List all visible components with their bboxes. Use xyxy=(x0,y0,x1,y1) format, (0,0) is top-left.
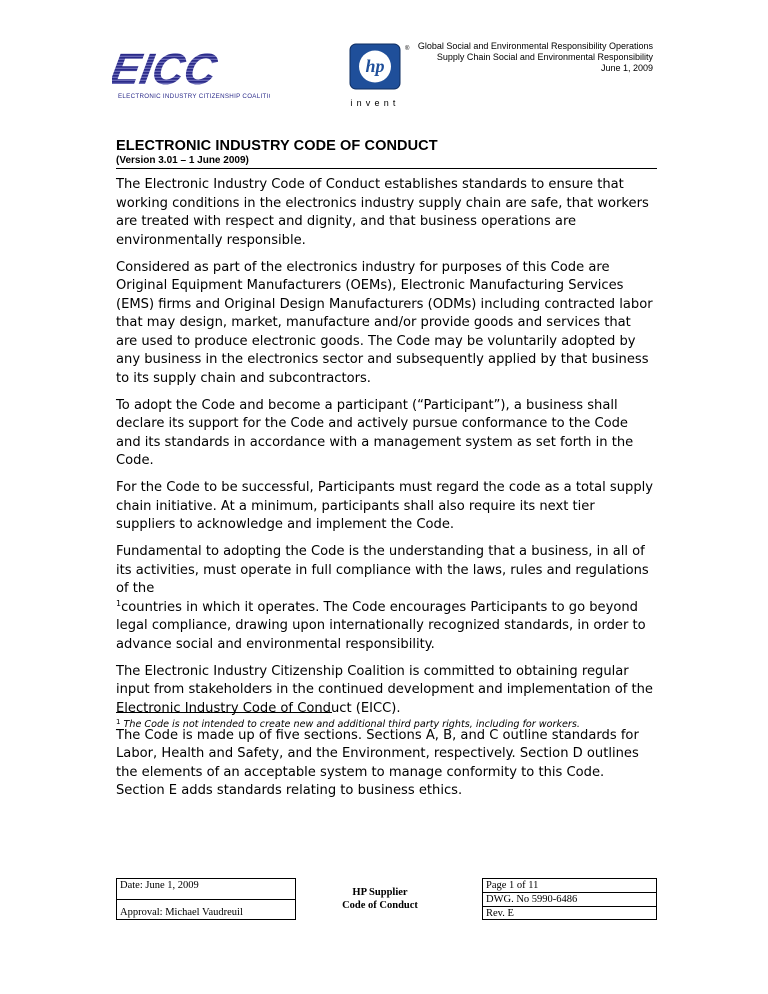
hp-logo-text: hp xyxy=(365,56,385,76)
hp-registered-mark: ® xyxy=(405,46,410,52)
paragraph-3: To adopt the Code and become a participant (“Participant”), a business shall declare its support for the Code and actively pursue conformance to the Code and its standards in accordance with a management system as set forth in the Code. xyxy=(116,397,634,468)
footnote-text: The Code is not intended to create new and additional third party rights, including for workers. xyxy=(120,719,580,730)
hp-logo xyxy=(346,40,422,112)
paragraph-6: The Electronic Industry Citizenship Coalition is committed to obtaining regular input from stakeholders in the continued development and implementation of the Electronic Industry Code of Conduct (EICC). xyxy=(116,663,653,716)
paragraph-7: The Code is made up of five sections. Sections A, B, and C outline standards for Labor, Health and Safety, and the Environment, respectively. Section D outlines the elements of an acceptable system to manage conformity to this Code. Section E adds standards relating to business ethics. xyxy=(116,727,639,798)
footer-center xyxy=(310,886,450,912)
header-dept: Supply Chain Social and Environmental Responsibility xyxy=(436,52,653,62)
footer-dwg: DWG. No 5990-6486 xyxy=(483,892,656,905)
footer-left-box xyxy=(116,878,296,920)
paragraph-4: For the Code to be successful, Participants must regard the code as a total supply chain initiative. At a minimum, participants shall also require its next tier suppliers to acknowledge and implement the Code. xyxy=(116,480,654,532)
paragraph-1: The Electronic Industry Code of Conduct establishes standards to ensure that working conditions in the electronics industry supply chain are safe, that workers are treated with respect and dignity, and that business operations are environmentally responsible. xyxy=(116,177,649,248)
footnote-marker: 1 xyxy=(116,718,121,726)
paragraph-5 xyxy=(116,543,656,654)
document-body xyxy=(116,176,656,809)
eicc-logo-text: EICC xyxy=(112,45,221,94)
footnote-reference[interactable]: 1 xyxy=(116,598,122,608)
footer-rev: Rev. E xyxy=(483,906,656,919)
paragraph-5-part-2: countries in which it operates. The Code encourages Participants to go beyond legal compliance, drawing upon internationally recognized standards, in order to advance social and environmental responsibility. xyxy=(116,599,646,652)
page-footer xyxy=(116,878,657,920)
header-date: June 1, 2009 xyxy=(600,63,653,73)
footer-left-divider xyxy=(117,899,295,900)
footer-right-box xyxy=(482,878,657,920)
header-org: Global Social and Environmental Responsibility Operations xyxy=(417,41,653,51)
paragraph-2: Considered as part of the electronics industry for purposes of this Code are Original Equipment Manufacturers (OEMs), Electronic Manufacturing Services (EMS) firms and Original Design Manufacturers (ODMs) including contracted labor that may design, market, manufacture and/or provide goods and services that are used to produce electronic goods. The Code may be voluntarily adopted by any business in the electronics sector and subsequently applied by that business to its supply chain and subcontractors. xyxy=(116,259,653,386)
paragraph-5-part-1: Fundamental to adopting the Code is the understanding that a business, in all of its activities, must operate in full compliance with the laws, rules and regulations of the xyxy=(116,544,649,596)
header-info xyxy=(418,41,653,74)
title-divider xyxy=(116,168,657,169)
footer-center-line2: Code of Conduct xyxy=(342,900,418,911)
eicc-logo xyxy=(112,42,270,104)
hp-tagline: invent xyxy=(350,98,400,108)
document-title: ELECTRONIC INDUSTRY CODE OF CONDUCT xyxy=(116,138,438,154)
eicc-logo-caption: ELECTRONIC INDUSTRY CITIZENSHIP COALITION xyxy=(118,93,270,100)
footer-approval: Approval: Michael Vaudreuil xyxy=(120,907,243,918)
footnote xyxy=(116,718,580,730)
footnote-divider xyxy=(116,712,332,713)
footer-page: Page 1 of 11 xyxy=(486,880,539,891)
footer-date: Date: June 1, 2009 xyxy=(120,880,199,891)
footer-center-line1: HP Supplier xyxy=(352,887,408,898)
document-version: (Version 3.01 – 1 June 2009) xyxy=(116,155,249,166)
